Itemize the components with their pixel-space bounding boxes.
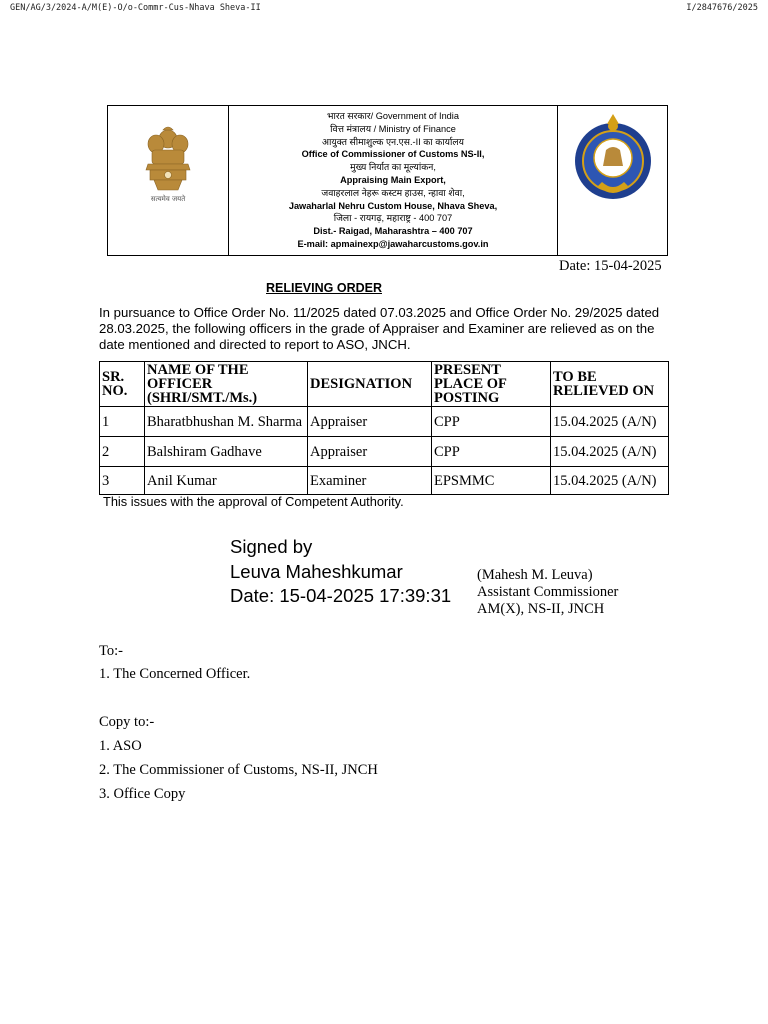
col-posting: PRESENT PLACE OF POSTING <box>432 362 551 407</box>
national-emblem-icon <box>108 106 229 206</box>
copy-to-label: Copy to:- <box>99 714 155 730</box>
letterhead-line: जवाहरलाल नेहरू कस्टम हाउस, न्हावा शेवा, <box>321 187 465 198</box>
to-item: 1. The Concerned Officer. <box>99 666 251 682</box>
to-label: To:- <box>99 643 123 659</box>
document-id: I/2847676/2025 <box>686 3 758 13</box>
cell-relieved: 15.04.2025 (A/N) <box>551 437 669 467</box>
cell-posting: EPSMMC <box>432 467 551 495</box>
letterhead-district: Dist.- Raigad, Maharashtra – 400 707 <box>313 226 473 237</box>
emblem-caption: सत्यमेव जयते <box>150 195 186 203</box>
col-designation: DESIGNATION <box>308 362 432 407</box>
cell-posting: CPP <box>432 437 551 467</box>
cell-sr: 1 <box>100 407 145 437</box>
col-officer-name: NAME OF THE OFFICER (SHRI/SMT./Ms.) <box>145 362 308 407</box>
officers-table <box>99 361 669 495</box>
letterhead-emblem-cell <box>108 106 229 255</box>
copy-to-item: 1. ASO <box>99 738 142 754</box>
letterhead-line: भारत सरकार/ Government of India <box>327 111 459 121</box>
letterhead-address <box>229 106 557 259</box>
signature-line: Signed by <box>230 536 313 557</box>
signer-name: Leuva Maheshkumar <box>230 560 403 582</box>
letterhead-line: वित्त मंत्रालय / Ministry of Finance <box>330 123 456 134</box>
table-row <box>100 467 669 495</box>
table-row <box>100 407 669 437</box>
cell-posting: CPP <box>432 407 551 437</box>
letterhead-section: Appraising Main Export, <box>340 174 446 185</box>
cell-designation: Examiner <box>308 467 432 495</box>
page-title: RELIEVING ORDER <box>266 281 382 295</box>
col-relieved-on: TO BE RELIEVED ON <box>551 362 669 407</box>
cell-relieved: 15.04.2025 (A/N) <box>551 407 669 437</box>
signatory-office: AM(X), NS-II, JNCH <box>477 601 605 617</box>
order-paragraph: In pursuance to Office Order No. 11/2025 dated 07.03.2025 and Office Order No. 29/2025 dated 28.03.2025, the following officers in the grade of Appraiser and Examiner are relieved as on the date mentioned and directed to report to ASO, JNCH. <box>99 305 660 352</box>
col-sr-no: SR. NO. <box>100 362 145 407</box>
copy-to-item: 2. The Commissioner of Customs, NS-II, JNCH <box>99 762 378 778</box>
letterhead <box>107 105 668 256</box>
file-number: GEN/AG/3/2024-A/M(E)-O/o-Commr-Cus-Nhava Sheva-II <box>10 3 261 13</box>
signature-timestamp: Date: 15-04-2025 17:39:31 <box>230 585 452 606</box>
signatory-title: Assistant Commissioner <box>477 584 619 600</box>
table-row <box>100 437 669 467</box>
signatory-block <box>477 567 618 618</box>
cell-name: Anil Kumar <box>145 467 308 495</box>
cell-designation: Appraiser <box>308 437 432 467</box>
copy-to-item: 3. Office Copy <box>99 786 186 802</box>
letterhead-line: मुख्य निर्यात का मूल्यांकन, <box>350 162 436 173</box>
approval-note: This issues with the approval of Competent Authority. <box>103 494 404 509</box>
letterhead-custom-house: Jawaharlal Nehru Custom House, Nhava Sheva, <box>288 200 498 211</box>
customs-seal-icon <box>558 106 668 256</box>
cell-sr: 3 <box>100 467 145 495</box>
letterhead-line: आयुक्त सीमाशुल्क एन.एस.-II का कार्यालय <box>322 136 464 147</box>
cell-name: Bharatbhushan M. Sharma <box>145 407 308 437</box>
cell-relieved: 15.04.2025 (A/N) <box>551 467 669 495</box>
table-header-row <box>100 362 669 407</box>
letterhead-office: Office of Commissioner of Customs NS-II, <box>301 149 485 160</box>
order-date: Date: 15-04-2025 <box>559 258 662 274</box>
letterhead-seal-cell <box>557 106 667 255</box>
document-reference-bar <box>10 3 758 15</box>
letterhead-email: E-mail: apmainexp@jawaharcustoms.gov.in <box>297 238 489 249</box>
cell-sr: 2 <box>100 437 145 467</box>
cell-name: Balshiram Gadhave <box>145 437 308 467</box>
cell-designation: Appraiser <box>308 407 432 437</box>
digital-signature-block <box>230 535 451 609</box>
signatory-name: (Mahesh M. Leuva) <box>477 567 593 583</box>
letterhead-line: जिला - रायगढ़, महाराष्ट्र - 400 707 <box>333 213 453 224</box>
